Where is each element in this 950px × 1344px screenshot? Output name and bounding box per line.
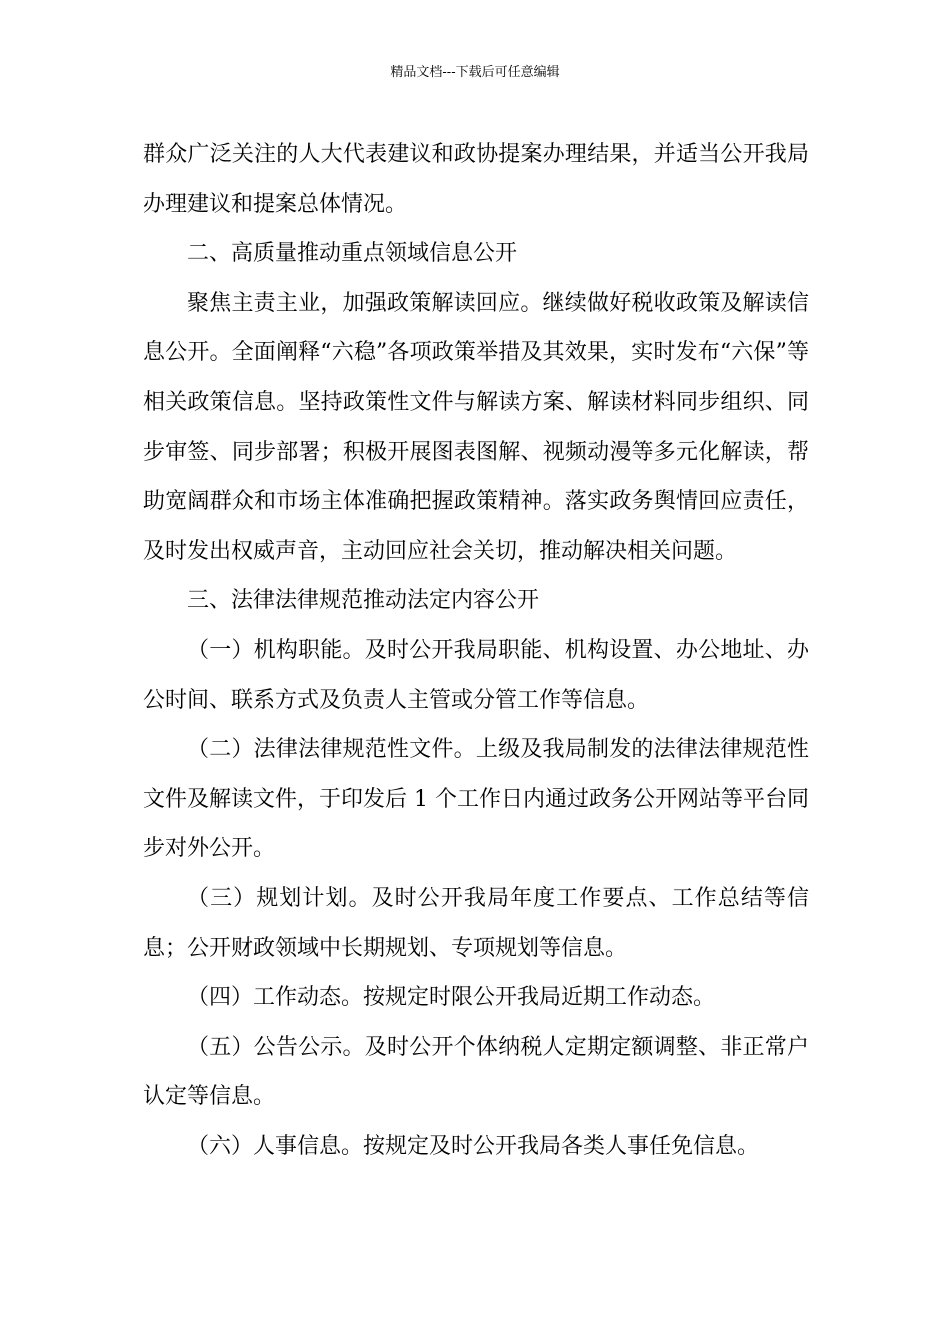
- page-header: 精品文档---下载后可任意编辑: [390, 65, 560, 80]
- section-heading-2: 二、高质量推动重点领域信息公开: [187, 241, 518, 267]
- paragraph-1: 群众广泛关注的人大代表建议和政协提案办理结果，并适当公开我局办理建议和提案总体情况。: [143, 142, 809, 217]
- paragraph-policy-interpretation: 聚焦主责主业，加强政策解读回应。继续做好税收政策及解读信息公开。全面阐释“六稳”各项政策举措及其效果，实时发布“六保”等相关政策信息。坚持政策性文件与解读方案、解读材料同步组织、同步审签、同步部署；积极开展图表图解、视频动漫等多元化解读，帮助宽阔群众和市场主体准确把握政策精神。落实政务舆情回应责任，及时发出权威声音，主动回应社会关切，推动解决相关问题。: [143, 290, 809, 564]
- paragraph-item-5: （五）公告公示。及时公开个体纳税人定期定额调整、非正常户认定等信息。: [143, 1034, 809, 1110]
- paragraph-item-4: （四）工作动态。按规定时限公开我局近期工作动态。: [187, 985, 716, 1011]
- paragraph-item-1: （一）机构职能。及时公开我局职能、机构设置、办公地址、办公时间、联系方式及负责人主管或分管工作等信息。: [143, 637, 809, 713]
- paragraph-item-6: （六）人事信息。按规定及时公开我局各类人事任免信息。: [187, 1133, 760, 1159]
- paragraph-item-3: （三）规划计划。及时公开我局年度工作要点、工作总结等信息；公开财政领域中长期规划、专项规划等信息。: [143, 885, 809, 961]
- section-heading-3: 三、法律法律规范推动法定内容公开: [187, 588, 540, 614]
- document-body: [143, 130, 809, 1171]
- paragraph-item-2: （二）法律法律规范性文件。上级及我局制发的法律法律规范性文件及解读文件，于印发后 1 个工作日内通过政务公开网站等平台同步对外公开。: [143, 737, 809, 862]
